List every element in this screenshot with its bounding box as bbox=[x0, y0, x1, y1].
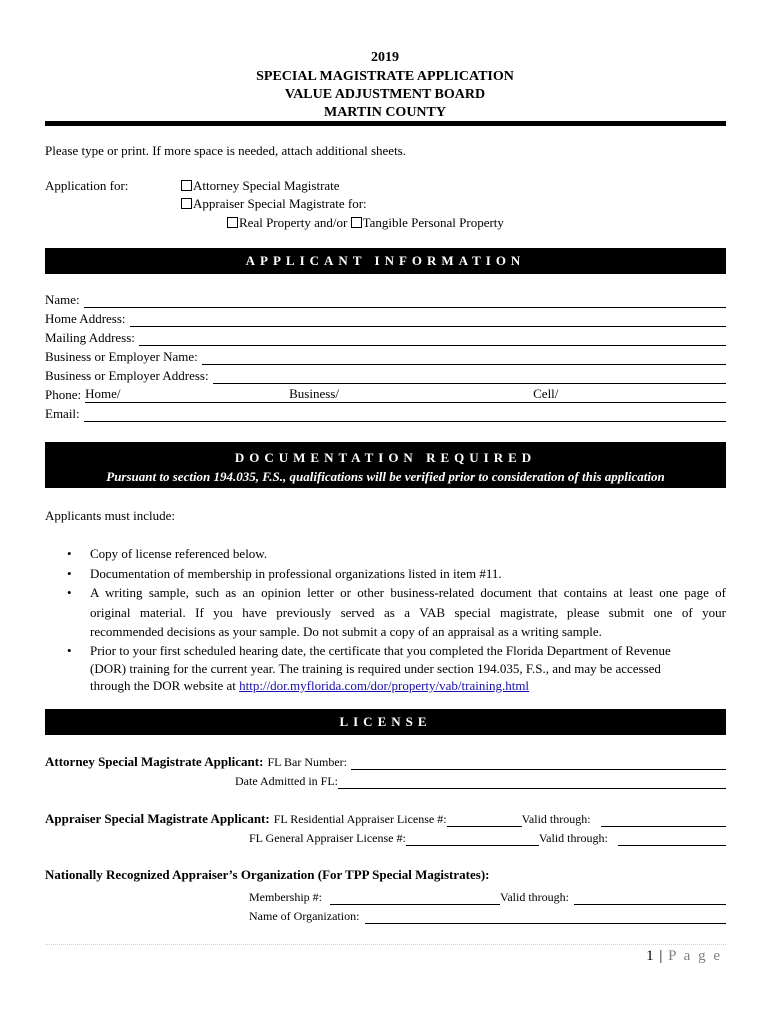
requirement-item-4 bbox=[67, 642, 726, 695]
requirement-2-text: Documentation of membership in professional organizations listed in item #11. bbox=[90, 566, 502, 581]
option-appraiser[interactable] bbox=[181, 196, 367, 212]
documentation-subtitle: Pursuant to section 194.035, F.S., qualifications will be verified prior to consideration of this application bbox=[106, 469, 665, 484]
date-admitted-input-line[interactable] bbox=[338, 776, 726, 789]
business-address-field[interactable] bbox=[45, 368, 726, 384]
email-field[interactable] bbox=[45, 406, 726, 422]
checkbox-attorney[interactable] bbox=[181, 180, 192, 191]
bullet-dot: • bbox=[67, 585, 72, 600]
business-name-label: Business or Employer Name: bbox=[45, 349, 198, 364]
valid-through-input-line-3[interactable] bbox=[574, 892, 726, 905]
home-address-field[interactable] bbox=[45, 311, 726, 327]
valid-through-label-1: Valid through: bbox=[521, 812, 591, 826]
requirement-1-text: Copy of license referenced below. bbox=[90, 546, 268, 561]
form-subtitle-board: VALUE ADJUSTMENT BOARD bbox=[284, 87, 486, 102]
valid-through-label-2: Valid through: bbox=[538, 831, 608, 845]
attorney-license-row bbox=[45, 754, 726, 770]
requirement-item-3 bbox=[67, 584, 726, 641]
membership-input-line[interactable] bbox=[330, 893, 500, 905]
valid-through-label-3: Valid through: bbox=[500, 890, 569, 904]
documentation-title: DOCUMENTATION REQUIRED bbox=[234, 450, 537, 465]
page-footer bbox=[646, 948, 722, 965]
home-address-label: Home Address: bbox=[45, 311, 126, 326]
option-real-label: Real Property and/or bbox=[239, 215, 348, 230]
requirement-item-1 bbox=[67, 545, 726, 563]
appraiser-applicant-label: Appraiser Special Magistrate Applicant: bbox=[45, 811, 270, 826]
option-attorney[interactable] bbox=[181, 178, 340, 194]
phone-cell-label: Cell/ bbox=[533, 386, 559, 401]
license-header bbox=[45, 709, 726, 735]
phone-home-label: Home/ bbox=[85, 386, 121, 401]
requirement-4-line-3-text: through the DOR website at bbox=[90, 678, 236, 693]
requirement-4-line-1: Prior to your first scheduled hearing date, the certificate that you completed the Florida Department of Revenue bbox=[90, 643, 671, 658]
requirement-4-line-2: (DOR) training for the current year. The training is required under section 194.035, F.S., and may be accessed bbox=[90, 660, 661, 676]
documentation-header bbox=[45, 442, 726, 488]
appraiser-org-heading: Nationally Recognized Appraiser’s Organization (For TPP Special Magistrates): bbox=[45, 867, 490, 882]
option-property-types bbox=[227, 215, 504, 231]
residential-license-label: FL Residential Appraiser License #: bbox=[273, 812, 447, 826]
business-address-input-line[interactable] bbox=[213, 371, 726, 384]
form-subtitle-county: MARTIN COUNTY bbox=[323, 105, 446, 120]
residential-license-input-line[interactable] bbox=[447, 815, 522, 827]
requirement-3-line-2: original material. If you have previously served as a VAB special magistrate, please submit one of your bbox=[90, 604, 726, 620]
date-admitted-label: Date Admitted in FL: bbox=[235, 774, 338, 788]
page-word: P a g e bbox=[668, 948, 722, 964]
application-for-label: Application for: bbox=[45, 178, 129, 193]
valid-through-input-line-2[interactable] bbox=[618, 833, 726, 846]
page-separator: | bbox=[659, 948, 663, 964]
applicant-info-header bbox=[45, 248, 726, 274]
mailing-address-label: Mailing Address: bbox=[45, 330, 135, 345]
name-label: Name: bbox=[45, 292, 80, 307]
bullet-dot: • bbox=[67, 643, 72, 658]
home-address-input-line[interactable] bbox=[130, 314, 726, 327]
email-input-line[interactable] bbox=[84, 409, 726, 422]
general-license-row bbox=[249, 830, 726, 846]
business-name-input-line[interactable] bbox=[202, 352, 726, 365]
valid-through-input-line-1[interactable] bbox=[601, 814, 726, 827]
checkbox-appraiser[interactable] bbox=[181, 198, 192, 209]
form-title: SPECIAL MAGISTRATE APPLICATION bbox=[256, 69, 514, 84]
dor-training-link[interactable]: http://dor.myflorida.com/dor/property/vab/training.html bbox=[239, 678, 530, 693]
license-title: LICENSE bbox=[339, 714, 432, 729]
mailing-address-field[interactable] bbox=[45, 330, 726, 346]
name-input-line[interactable] bbox=[84, 295, 726, 308]
option-attorney-label: Attorney Special Magistrate bbox=[193, 178, 340, 193]
applicants-must-include: Applicants must include: bbox=[45, 508, 175, 523]
requirement-4-line-3 bbox=[90, 677, 726, 695]
phone-business-label: Business/ bbox=[289, 386, 339, 401]
business-address-label: Business or Employer Address: bbox=[45, 368, 209, 383]
phone-field bbox=[45, 387, 726, 403]
phone-lines[interactable] bbox=[85, 388, 726, 403]
org-name-row bbox=[249, 908, 726, 924]
general-license-label: FL General Appraiser License #: bbox=[249, 831, 406, 845]
mailing-address-input-line[interactable] bbox=[139, 333, 726, 346]
requirement-3-line-1: A writing sample, such as an opinion letter or other business-related document that contains at least one page of bbox=[90, 585, 726, 600]
footer-divider bbox=[45, 944, 726, 945]
form-year: 2019 bbox=[371, 50, 399, 65]
phone-label: Phone: bbox=[45, 387, 82, 402]
instructions-text: Please type or print. If more space is needed, attach additional sheets. bbox=[45, 143, 406, 158]
requirement-3-line-3: recommended decisions as your sample. Do not submit a copy of an appraisal as a writing sample. bbox=[90, 624, 602, 639]
membership-label: Membership #: bbox=[249, 890, 322, 904]
membership-row bbox=[249, 889, 726, 905]
requirement-item-2 bbox=[67, 565, 726, 583]
email-label: Email: bbox=[45, 406, 80, 421]
appraiser-license-row bbox=[45, 811, 726, 827]
applicant-info-title: APPLICANT INFORMATION bbox=[245, 253, 526, 268]
checkbox-tangible-property[interactable] bbox=[351, 217, 362, 228]
checkbox-real-property[interactable] bbox=[227, 217, 238, 228]
attorney-applicant-label: Attorney Special Magistrate Applicant: bbox=[45, 754, 264, 769]
fl-bar-label: FL Bar Number: bbox=[267, 755, 347, 769]
general-license-input-line[interactable] bbox=[406, 834, 539, 846]
bullet-dot: • bbox=[67, 566, 72, 581]
fl-bar-input-line[interactable] bbox=[351, 757, 726, 770]
page-number: 1 bbox=[646, 948, 654, 964]
option-appraiser-label: Appraiser Special Magistrate for: bbox=[193, 196, 367, 211]
bullet-dot: • bbox=[67, 546, 72, 561]
org-name-label: Name of Organization: bbox=[249, 909, 360, 923]
option-tangible-label: Tangible Personal Property bbox=[362, 215, 504, 230]
name-field[interactable] bbox=[45, 292, 726, 308]
date-admitted-row bbox=[235, 773, 726, 789]
business-name-field[interactable] bbox=[45, 349, 726, 365]
org-name-input-line[interactable] bbox=[365, 911, 726, 924]
header-divider bbox=[45, 121, 726, 126]
